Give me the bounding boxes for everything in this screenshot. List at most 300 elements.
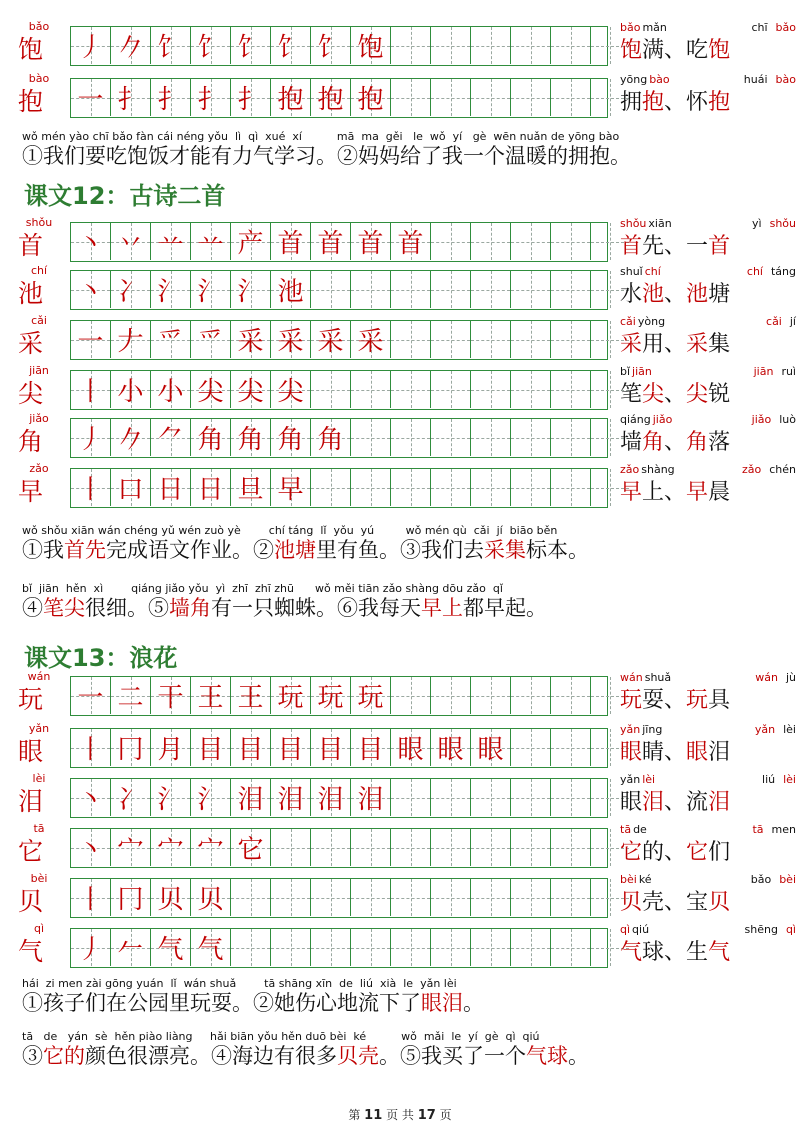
vocab-syllable: shǒu <box>620 217 647 230</box>
stroke-step: 采 <box>357 327 384 357</box>
grid-cell <box>391 321 431 358</box>
stroke-step: 泪 <box>317 785 344 815</box>
stroke-step: 一 <box>77 85 104 115</box>
vocab-syllable: zǎo <box>620 463 640 476</box>
grid-cell <box>271 223 311 260</box>
writing-grid <box>70 728 608 768</box>
vocab-text <box>620 888 796 918</box>
vocab-char: 怀 <box>686 90 709 115</box>
writing-grid <box>70 78 608 118</box>
vocab-syllable: lèi <box>642 773 656 786</box>
vocab-char: 睛 <box>642 740 665 765</box>
grid-cell <box>511 79 551 116</box>
sentence-pinyin: tā de yán sè hěn piào liàng hǎi biān yǒu hěn duō bèi ké wǒ mǎi le yí gè qì qiú <box>22 1030 540 1043</box>
vocab-char: 墙 <box>620 430 643 455</box>
grid-cell <box>431 27 471 64</box>
grid-cell <box>111 321 151 358</box>
vocab-char: 们 <box>708 840 731 865</box>
character-row <box>0 218 800 266</box>
stroke-step: 首 <box>357 229 384 259</box>
grid-cell <box>471 829 511 866</box>
sentence-text <box>22 990 792 1017</box>
grid-cell <box>471 321 511 358</box>
grid-cell <box>431 829 471 866</box>
grid-cell <box>391 271 431 308</box>
grid-cell <box>191 677 231 714</box>
vocab-char: 饱 <box>708 38 731 63</box>
stroke-step: 王 <box>197 683 224 713</box>
grid-cell <box>391 419 431 456</box>
writing-grid <box>70 676 608 716</box>
stroke-step: 冂 <box>117 735 144 765</box>
stroke-step: 饣 <box>237 33 264 63</box>
separator: 、 <box>664 430 687 455</box>
character-row <box>0 724 800 772</box>
grid-cell <box>391 469 431 506</box>
main-character: 饱 <box>18 35 44 64</box>
grid-cell <box>351 271 391 308</box>
vocab-words <box>620 774 796 818</box>
vocab-char: 贝 <box>708 890 731 915</box>
grid-cell <box>271 419 311 456</box>
stroke-step: 口 <box>117 475 144 505</box>
vocab-char: 首 <box>708 234 731 259</box>
grid-cell <box>551 677 591 714</box>
grid-cell <box>511 419 551 456</box>
grid-cell <box>271 677 311 714</box>
stroke-step: 丨 <box>77 377 104 407</box>
writing-grid <box>70 370 608 410</box>
grid-cell <box>111 929 151 966</box>
main-character: 池 <box>18 279 44 308</box>
grid-cell <box>111 419 151 456</box>
writing-grid <box>70 878 608 918</box>
grid-cell <box>431 779 471 816</box>
sentence-text <box>22 595 792 622</box>
grid-cell <box>111 729 151 766</box>
vocab-char: 早 <box>620 480 643 505</box>
stroke-step: 饣 <box>277 33 304 63</box>
stroke-step: 𠂊 <box>117 33 144 63</box>
grid-cell <box>351 677 391 714</box>
vocab-pinyin <box>620 74 796 86</box>
grid-cell <box>151 729 191 766</box>
vocab-syllable: shēng <box>744 923 778 936</box>
grid-cell <box>431 729 471 766</box>
grid-cell <box>471 371 511 408</box>
vocab-pinyin <box>620 672 796 684</box>
sentence-block-3 <box>22 582 792 622</box>
grid-cell <box>431 469 471 506</box>
char-pinyin: yǎn <box>28 722 50 735</box>
vocab-text <box>620 428 796 458</box>
vocab-syllable: bào <box>649 73 670 86</box>
sentence-text <box>22 537 792 564</box>
stroke-step: 眼 <box>397 735 424 765</box>
stroke-step: 干 <box>157 683 184 713</box>
vocab-syllable: jiān <box>632 365 652 378</box>
vocab-syllable: yì <box>752 217 762 230</box>
vocab-char: 用 <box>642 332 665 357</box>
stroke-step: 𠂊 <box>117 425 144 455</box>
stroke-step: 丷 <box>117 229 144 259</box>
grid-cell <box>191 271 231 308</box>
stroke-step: 尖 <box>277 377 304 407</box>
grid-cell <box>551 79 591 116</box>
vocab-text <box>620 788 796 818</box>
vocab-pinyin <box>620 724 796 736</box>
vocab-syllable: bǐ <box>620 365 631 378</box>
vocab-char: 宝 <box>686 890 709 915</box>
char-pinyin: shǒu <box>25 216 53 229</box>
stroke-step: 丿 <box>77 425 104 455</box>
stroke-step: 目 <box>197 735 224 765</box>
vocab-char: 眼 <box>620 790 643 815</box>
vocab-syllable: zǎo <box>741 463 762 476</box>
grid-cell <box>191 321 231 358</box>
vocab-char: 壳 <box>642 890 665 915</box>
stroke-step: 角 <box>237 425 264 455</box>
highlight-word: 它的 <box>43 1044 85 1068</box>
text-part: 颜色很漂亮。④海边有很多 <box>85 1044 337 1068</box>
vocab-syllable: qiú <box>632 923 650 936</box>
separator: 、 <box>664 332 687 357</box>
grid-cell <box>271 879 311 916</box>
vocab-syllable: bǎo <box>620 21 641 34</box>
text-part: 。⑤我买了一个 <box>379 1044 526 1068</box>
stroke-step: 一 <box>77 683 104 713</box>
vocab-pinyin <box>620 266 796 278</box>
text-part: 。 <box>463 991 484 1015</box>
stroke-step: 丶 <box>77 785 104 815</box>
stroke-step: 丿 <box>77 33 104 63</box>
stroke-step: 目 <box>317 735 344 765</box>
grid-cell <box>71 729 111 766</box>
grid-cell <box>511 677 551 714</box>
vocab-words <box>620 366 796 410</box>
vocab-char: 笔 <box>620 382 643 407</box>
grid-cell <box>151 321 191 358</box>
vocab-char: 气 <box>620 940 643 965</box>
grid-cell <box>151 79 191 116</box>
char-pinyin: bǎo <box>28 20 50 33</box>
vocab-char: 泪 <box>708 740 731 765</box>
separator: 、 <box>664 890 687 915</box>
grid-cell <box>391 729 431 766</box>
vocab-syllable: men <box>771 823 796 836</box>
text-part: 很细。⑤ <box>85 596 169 620</box>
vocab-syllable: tā <box>620 823 632 836</box>
main-character: 气 <box>18 937 44 966</box>
separator: 、 <box>664 840 687 865</box>
stroke-step: 扌 <box>237 85 264 115</box>
stroke-step: 目 <box>357 735 384 765</box>
separator: 、 <box>664 90 687 115</box>
stroke-step: 𠂉 <box>117 935 144 965</box>
grid-cell <box>391 27 431 64</box>
vocab-char: 一 <box>686 234 709 259</box>
grid-cell <box>351 829 391 866</box>
text-part: ③ <box>22 1044 43 1068</box>
grid-cell <box>391 779 431 816</box>
text-part: ①孩子们在公园里玩耍。②她伤心地流下了 <box>22 991 421 1015</box>
vocab-syllable: jù <box>785 671 796 684</box>
char-pinyin: jiǎo <box>29 412 49 425</box>
vocab-char: 具 <box>708 688 731 713</box>
vocab-char: 早 <box>686 480 709 505</box>
vocab-syllable: qì <box>785 923 796 936</box>
vocab-text <box>620 232 796 262</box>
page-total: 17 <box>417 1108 436 1123</box>
grid-cell <box>391 371 431 408</box>
vocab-char: 抱 <box>642 90 665 115</box>
grid-cell <box>231 879 271 916</box>
vocab-words <box>620 218 796 262</box>
sentence-pinyin: wǒ mén yào chī bǎo fàn cái néng yǒu lì qì xué xí mā ma gěi le wǒ yí gè wēn nuǎn de yōng bào <box>22 130 620 143</box>
char-pinyin: chí <box>30 264 48 277</box>
grid-cell <box>311 27 351 64</box>
stroke-step: 日 <box>197 475 224 505</box>
vocab-text <box>620 938 796 968</box>
vocab-text <box>620 36 796 66</box>
stroke-step: 采 <box>317 327 344 357</box>
grid-cell <box>351 729 391 766</box>
vocab-text <box>620 330 796 360</box>
grid-cell <box>551 829 591 866</box>
vocab-text <box>620 88 796 118</box>
grid-cell <box>551 321 591 358</box>
writing-grid <box>70 270 608 310</box>
vocab-syllable: jīng <box>642 723 663 736</box>
character-row <box>0 74 800 122</box>
vocab-syllable: xiān <box>648 217 672 230</box>
grid-cell <box>351 79 391 116</box>
lesson-13-title: 课文13：浪花 <box>24 644 178 672</box>
grid-cell <box>231 79 271 116</box>
separator: 、 <box>664 790 687 815</box>
grid-cell <box>231 371 271 408</box>
char-pinyin: zǎo <box>29 462 49 475</box>
vocab-syllable: qiáng <box>620 413 651 426</box>
page-footer <box>0 1106 800 1123</box>
character-row <box>0 924 800 972</box>
character-row <box>0 22 800 70</box>
vocab-syllable: chí <box>644 265 661 278</box>
grid-cell <box>231 223 271 260</box>
main-character: 首 <box>18 231 44 260</box>
stroke-step: 首 <box>277 229 304 259</box>
char-pinyin: jiān <box>29 364 49 377</box>
char-pinyin: cǎi <box>31 314 47 327</box>
grid-cell <box>431 879 471 916</box>
stroke-step: 尖 <box>237 377 264 407</box>
stroke-step: 丶 <box>77 229 104 259</box>
vocab-syllable: liú <box>762 773 776 786</box>
vocab-syllable: cǎi <box>766 315 782 328</box>
grid-cell <box>111 271 151 308</box>
vocab-words <box>620 924 796 968</box>
writing-grid <box>70 26 608 66</box>
stroke-step: 首 <box>397 229 424 259</box>
character-row <box>0 672 800 720</box>
highlight-word: 早上 <box>421 596 463 620</box>
vocab-pinyin <box>620 874 796 886</box>
stroke-step: 丶 <box>77 277 104 307</box>
highlight-word: 采集 <box>484 538 526 562</box>
char-pinyin: lèi <box>32 772 46 785</box>
grid-cell <box>71 879 111 916</box>
text-part: 标本。 <box>526 538 589 562</box>
stroke-step: 玩 <box>317 683 344 713</box>
vocab-syllable: tā <box>752 823 764 836</box>
writing-grid <box>70 468 608 508</box>
main-character: 抱 <box>18 87 44 116</box>
grid-cell <box>71 271 111 308</box>
grid-cell <box>151 27 191 64</box>
stroke-step: 丶 <box>77 835 104 865</box>
vocab-char: 尖 <box>642 382 665 407</box>
writing-grid <box>70 778 608 818</box>
writing-grid <box>70 928 608 968</box>
vocab-char: 塘 <box>708 282 731 307</box>
writing-grid <box>70 418 608 458</box>
grid-cell <box>111 677 151 714</box>
grid-cell <box>431 419 471 456</box>
char-pinyin: qì <box>33 922 45 935</box>
grid-cell <box>431 223 471 260</box>
grid-cell <box>151 223 191 260</box>
grid-cell <box>271 271 311 308</box>
grid-cell <box>471 271 511 308</box>
text-part: ④ <box>22 596 43 620</box>
main-character: 尖 <box>18 379 44 408</box>
main-character: 贝 <box>18 887 44 916</box>
grid-cell <box>431 929 471 966</box>
stroke-step: 采 <box>237 327 264 357</box>
highlight-word: 首先 <box>64 538 106 562</box>
grid-cell <box>191 729 231 766</box>
vocab-syllable: shuǎ <box>644 671 672 684</box>
grid-cell <box>71 27 111 64</box>
grid-cell <box>111 371 151 408</box>
vocab-words <box>620 874 796 918</box>
vocab-syllable: de <box>633 823 647 836</box>
stroke-step: 王 <box>237 683 264 713</box>
vocab-syllable: qì <box>620 923 631 936</box>
stroke-step: 月 <box>157 735 184 765</box>
grid-cell <box>111 829 151 866</box>
stroke-step: 泪 <box>357 785 384 815</box>
vocab-pinyin <box>620 22 796 34</box>
stroke-step: 䒑 <box>157 229 184 259</box>
grid-cell <box>511 879 551 916</box>
grid-cell <box>271 79 311 116</box>
vocab-pinyin <box>620 366 796 378</box>
vocab-syllable: jiān <box>753 365 774 378</box>
stroke-step: 抱 <box>277 85 304 115</box>
grid-cell <box>391 79 431 116</box>
vocab-char: 池 <box>642 282 665 307</box>
stroke-step: 二 <box>117 683 144 713</box>
vocab-char: 满 <box>642 38 665 63</box>
vocab-words <box>620 266 796 310</box>
grid-cell <box>311 677 351 714</box>
stroke-step: 饣 <box>317 33 344 63</box>
grid-cell <box>151 829 191 866</box>
vocab-char: 贝 <box>620 890 643 915</box>
vocab-text <box>620 838 796 868</box>
grid-cell <box>551 729 591 766</box>
stroke-step: 眼 <box>477 735 504 765</box>
separator: 、 <box>664 688 687 713</box>
stroke-step: 冫 <box>117 785 144 815</box>
vocab-char: 集 <box>708 332 731 357</box>
grid-cell <box>551 879 591 916</box>
vocab-char: 水 <box>620 282 643 307</box>
grid-cell <box>431 321 471 358</box>
stroke-step: 氵 <box>157 277 184 307</box>
stroke-step: 角 <box>317 425 344 455</box>
stroke-step: 饣 <box>197 33 224 63</box>
vocab-syllable: táng <box>770 265 796 278</box>
character-row <box>0 266 800 314</box>
grid-cell <box>311 419 351 456</box>
vocab-char: 尖 <box>686 382 709 407</box>
grid-cell <box>351 223 391 260</box>
grid-cell <box>311 321 351 358</box>
grid-cell <box>511 371 551 408</box>
grid-cell <box>111 779 151 816</box>
stroke-step: 首 <box>317 229 344 259</box>
grid-cell <box>231 929 271 966</box>
grid-cell <box>311 371 351 408</box>
grid-cell <box>231 779 271 816</box>
sentence-block-5 <box>22 1030 792 1070</box>
grid-cell <box>511 829 551 866</box>
vocab-syllable: chén <box>769 463 796 476</box>
grid-cell <box>551 371 591 408</box>
vocab-char: 球 <box>642 940 665 965</box>
stroke-step: 氵 <box>197 277 224 307</box>
vocab-syllable: yōng <box>620 73 648 86</box>
grid-cell <box>151 271 191 308</box>
grid-cell <box>231 829 271 866</box>
text-part: 里有鱼。③我们去 <box>316 538 484 562</box>
grid-cell <box>271 779 311 816</box>
stroke-step: 饱 <box>357 33 384 63</box>
writing-grid <box>70 222 608 262</box>
vocab-char: 它 <box>620 840 643 865</box>
page-number: 11 <box>364 1108 383 1123</box>
separator: 、 <box>664 740 687 765</box>
vocab-words <box>620 724 796 768</box>
grid-cell <box>431 271 471 308</box>
grid-cell <box>271 27 311 64</box>
grid-cell <box>71 419 111 456</box>
vocab-char: 玩 <box>686 688 709 713</box>
vocab-text <box>620 380 796 410</box>
grid-cell <box>311 79 351 116</box>
grid-cell <box>511 929 551 966</box>
vocab-char: 角 <box>642 430 665 455</box>
grid-cell <box>271 829 311 866</box>
stroke-step: 氵 <box>197 785 224 815</box>
writing-grid <box>70 320 608 360</box>
grid-cell <box>271 469 311 506</box>
grid-cell <box>511 469 551 506</box>
grid-cell <box>71 779 111 816</box>
stroke-step: 泪 <box>277 785 304 815</box>
